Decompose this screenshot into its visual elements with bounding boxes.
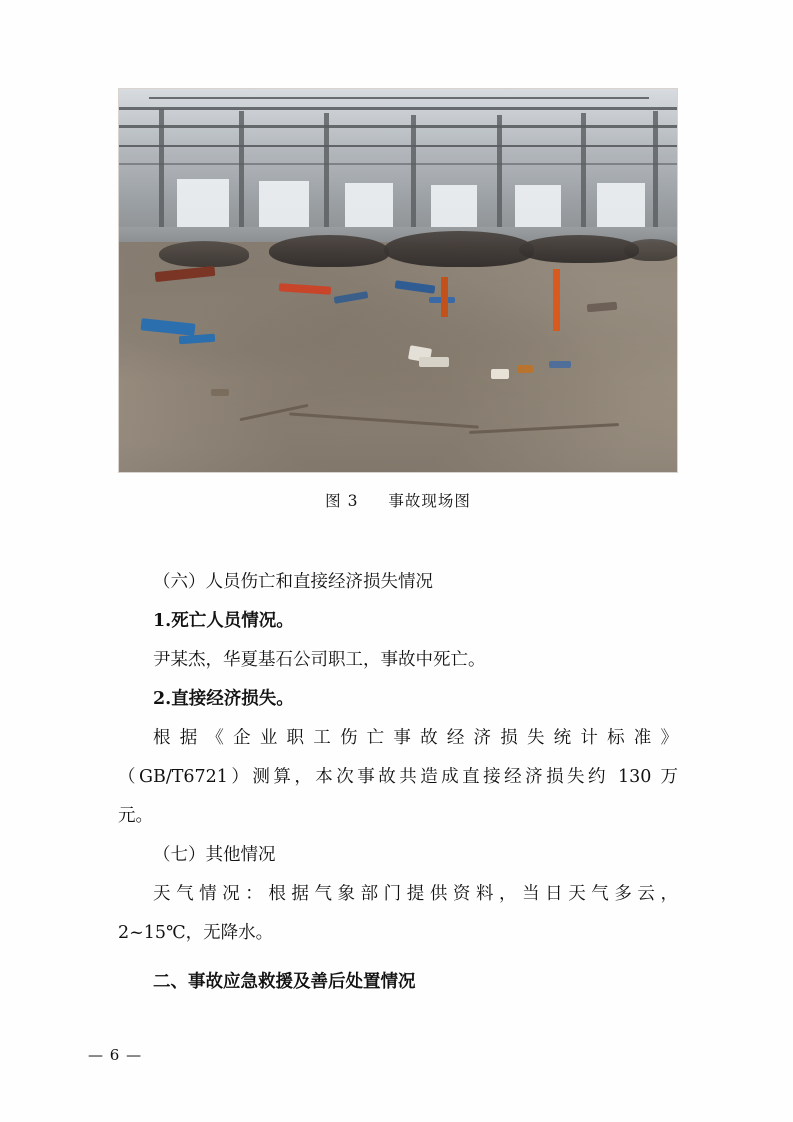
item-1-heading: 1.死亡人员情况。 — [153, 611, 294, 631]
steel-column — [324, 113, 329, 241]
section-seven-heading: （七）其他情况 — [153, 845, 276, 865]
roof-structure — [119, 89, 677, 158]
roof-beam — [119, 125, 678, 128]
steel-column — [411, 115, 416, 240]
figure-caption-text: 事故现场图 — [388, 492, 471, 510]
roof-beam — [119, 163, 678, 165]
steel-column — [581, 113, 586, 241]
steel-column — [497, 115, 502, 240]
figure-caption-label: 图 3 — [325, 492, 359, 510]
section-six-heading: （六）人员伤亡和直接经济损失情况 — [153, 572, 433, 592]
item-2-heading: 2.直接经济损失。 — [153, 689, 294, 709]
body-text — [118, 563, 678, 1002]
scrap-pile — [384, 231, 534, 267]
floor-debris — [419, 357, 449, 367]
steel-column — [159, 109, 164, 244]
item-1-body: 尹某杰，华夏基石公司职工，事故中死亡。 — [153, 650, 486, 670]
floor-debris — [491, 369, 509, 379]
orange-post — [441, 277, 448, 317]
page-content — [118, 88, 678, 1002]
page-number: — 6 — — [88, 1046, 143, 1064]
wall-window — [177, 179, 229, 227]
section-seven-line-2: 2~15℃，无降水。 — [118, 923, 274, 943]
wall-window — [345, 183, 393, 227]
roof-beam — [119, 145, 678, 147]
section-seven-line-1: 天气情况：根据气象部门提供资料，当日天气多云， — [153, 884, 678, 904]
scrap-pile — [624, 239, 678, 261]
floor-debris — [211, 389, 229, 396]
floor-debris — [549, 361, 571, 368]
roof-beam — [119, 107, 678, 110]
figure-block — [118, 88, 678, 511]
scrap-pile — [269, 235, 389, 267]
wall-window — [431, 185, 477, 227]
accident-scene-photo — [118, 88, 678, 473]
item-2-body-line-3: 元。 — [118, 806, 153, 826]
section-two-heading: 二、事故应急救援及善后处置情况 — [153, 972, 416, 992]
scrap-pile — [159, 241, 249, 267]
item-2-body-line-2: （GB/T6721）测算，本次事故共造成直接经济损失约 130 万 — [118, 767, 678, 787]
roof-beam — [149, 97, 649, 99]
floor-debris — [517, 365, 533, 373]
wall-window — [515, 185, 561, 227]
steel-column — [239, 111, 244, 243]
item-2-body-line-1: 根据《企业职工伤亡事故经济损失统计标准》 — [153, 728, 678, 748]
steel-column — [653, 111, 658, 243]
orange-post — [553, 269, 560, 331]
wall-window — [597, 183, 645, 227]
wall-window — [259, 181, 309, 227]
figure-caption — [118, 489, 678, 511]
page-footer — [0, 1046, 793, 1064]
scrap-pile — [519, 235, 639, 263]
